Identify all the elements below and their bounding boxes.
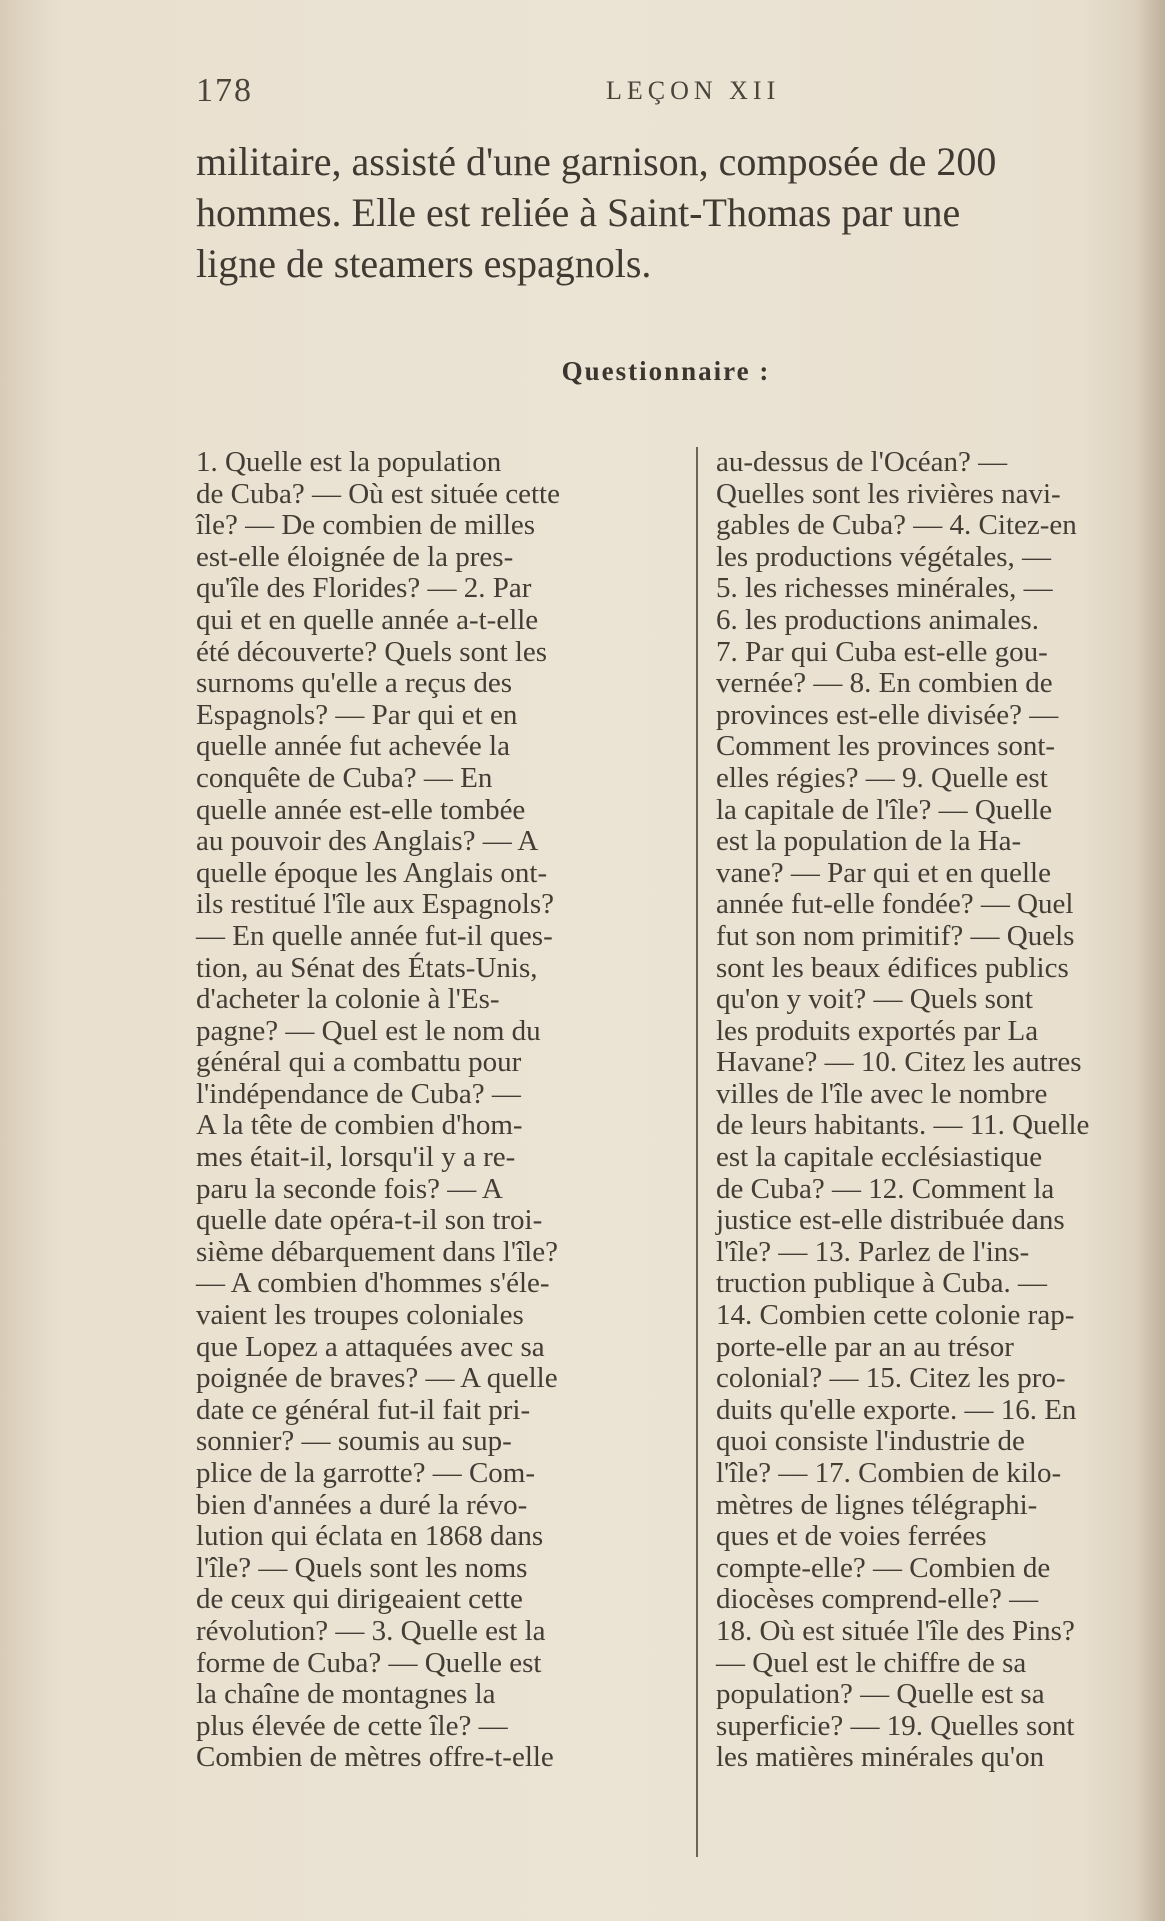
column-line: ques et de voies ferrées <box>716 1520 987 1553</box>
column-line: population? — Quelle est sa <box>716 1678 1045 1711</box>
column-line: — En quelle année fut-il ques- <box>196 919 553 952</box>
column-line: général qui a combattu pour <box>196 1046 522 1079</box>
page-number: 178 <box>196 72 253 109</box>
column-line: d'acheter la colonie à l'Es- <box>196 983 500 1016</box>
column-line: qu'île des Florides? — 2. Par <box>196 572 532 605</box>
column-line: porte-elle par an au trésor <box>716 1330 1014 1363</box>
column-line: duits qu'elle exporte. — 16. En <box>716 1393 1077 1426</box>
column-line: Havane? — 10. Citez les autres <box>716 1046 1082 1079</box>
column-line: vernée? — 8. En combien de <box>716 667 1053 700</box>
column-line: Combien de mètres offre-t-elle <box>196 1741 554 1774</box>
column-line: compte-elle? — Combien de <box>716 1551 1051 1584</box>
column-line: de Cuba? — Où est située cette <box>196 477 560 510</box>
page-edge-shadow <box>1137 0 1165 1921</box>
column-line: conquête de Cuba? — En <box>196 761 493 794</box>
column-line: mètres de lignes télégraphi- <box>716 1488 1038 1521</box>
column-line: révolution? — 3. Quelle est la <box>196 1614 546 1647</box>
column-line: de leurs habitants. — 11. Quelle <box>716 1109 1090 1142</box>
column-line: diocèses comprend-elle? — <box>716 1583 1039 1616</box>
column-line: qu'on y voit? — Quels sont <box>716 983 1033 1016</box>
column-line: sième débarquement dans l'île? <box>196 1235 558 1268</box>
column-line: sont les beaux édifices publics <box>716 951 1069 984</box>
column-line: paru la seconde fois? — A <box>196 1172 503 1205</box>
column-line: les produits exportés par La <box>716 1014 1039 1047</box>
column-line: au-dessus de l'Océan? — <box>716 446 1008 478</box>
column-line: ils restitué l'île aux Espagnols? <box>196 888 554 921</box>
column-line: Comment les provinces sont- <box>716 730 1056 763</box>
questionnaire-heading: Questionnaire : <box>561 356 771 386</box>
intro-line: hommes. Elle est reliée à Saint-Thomas par une <box>196 190 961 235</box>
column-line: la capitale de l'île? — Quelle <box>716 793 1053 826</box>
column-line: 18. Où est située l'île des Pins? <box>716 1614 1075 1647</box>
column-line: justice est-elle distribuée dans <box>716 1204 1065 1237</box>
column-line: forme de Cuba? — Quelle est <box>196 1646 542 1679</box>
column-line: de ceux qui dirigeaient cette <box>196 1583 523 1616</box>
column-line: truction publique à Cuba. — <box>716 1267 1048 1300</box>
column-line: 6. les productions animales. <box>716 603 1039 636</box>
column-line: sonnier? — soumis au sup- <box>196 1425 512 1458</box>
column-line: villes de l'île avec le nombre <box>716 1077 1048 1110</box>
column-line: bien d'années a duré la révo- <box>196 1488 528 1521</box>
column-line: quelle année est-elle tombée <box>196 793 526 826</box>
right-column <box>716 447 1156 1774</box>
column-divider <box>696 447 698 1857</box>
column-line: poignée de braves? — A quelle <box>196 1362 558 1395</box>
column-line: est la population de la Ha- <box>716 825 1022 858</box>
column-line: gables de Cuba? — 4. Citez-en <box>716 509 1077 542</box>
intro-paragraph <box>196 136 1156 289</box>
column-line: 1. Quelle est la population <box>196 446 502 478</box>
column-line: quelle époque les Anglais ont- <box>196 856 548 889</box>
column-line: superficie? — 19. Quelles sont <box>716 1709 1075 1742</box>
intro-line: militaire, assisté d'une garnison, composée de 200 <box>196 139 997 184</box>
column-line: l'île? — Quels sont les noms <box>196 1551 528 1584</box>
column-line: les matières minérales qu'on <box>716 1741 1045 1774</box>
column-line: plus élevée de cette île? — <box>196 1709 508 1742</box>
intro-line: ligne de steamers espagnols. <box>196 241 652 286</box>
column-line: tion, au Sénat des États-Unis, <box>196 951 538 984</box>
column-line: — Quel est le chiffre de sa <box>716 1646 1027 1679</box>
column-line: Quelles sont les rivières navi- <box>716 477 1061 510</box>
column-line: 5. les richesses minérales, — <box>716 572 1053 605</box>
column-line: plice de la garrotte? — Com- <box>196 1457 536 1489</box>
column-line: les productions végétales, — <box>716 540 1052 573</box>
column-line: vaient les troupes coloniales <box>196 1299 524 1332</box>
column-line: elles régies? — 9. Quelle est <box>716 761 1048 794</box>
column-line: 7. Par qui Cuba est-elle gou- <box>716 635 1048 668</box>
column-line: surnoms qu'elle a reçus des <box>196 667 513 700</box>
column-line: l'île? — 17. Combien de kilo- <box>716 1457 1062 1489</box>
column-line: date ce général fut-il fait pri- <box>196 1393 531 1426</box>
column-line: mes était-il, lorsqu'il y a re- <box>196 1141 516 1174</box>
column-line: lution qui éclata en 1868 dans <box>196 1520 544 1553</box>
column-line: l'île? — 13. Parlez de l'ins- <box>716 1235 1030 1268</box>
column-line: quelle année fut achevée la <box>196 730 510 763</box>
column-line: été découverte? Quels sont les <box>196 635 548 668</box>
column-line: — A combien d'hommes s'éle- <box>196 1267 550 1300</box>
column-line: quelle date opéra-t-il son troi- <box>196 1204 543 1237</box>
column-line: provinces est-elle divisée? — <box>716 698 1059 731</box>
column-line: que Lopez a attaquées avec sa <box>196 1330 545 1363</box>
column-line: pagne? — Quel est le nom du <box>196 1014 541 1047</box>
column-line: quoi consiste l'industrie de <box>716 1425 1025 1458</box>
column-line: vane? — Par qui et en quelle <box>716 856 1051 889</box>
column-line: au pouvoir des Anglais? — A <box>196 825 539 858</box>
column-line: colonial? — 15. Citez les pro- <box>716 1362 1066 1395</box>
column-line: l'indépendance de Cuba? — <box>196 1077 521 1110</box>
left-column <box>196 447 676 1774</box>
column-line: est la capitale ecclésiastique <box>716 1141 1043 1174</box>
column-line: est-elle éloignée de la pres- <box>196 540 514 573</box>
column-line: année fut-elle fondée? — Quel <box>716 888 1074 921</box>
column-line: qui et en quelle année a-t-elle <box>196 603 539 636</box>
column-line: île? — De combien de milles <box>196 509 536 542</box>
column-line: 14. Combien cette colonie rap- <box>716 1299 1075 1332</box>
chapter-title: LEÇON XII <box>606 76 781 105</box>
page-header <box>196 72 1136 122</box>
column-line: fut son nom primitif? — Quels <box>716 919 1075 952</box>
column-line: A la tête de combien d'hom- <box>196 1109 523 1142</box>
column-line: Espagnols? — Par qui et en <box>196 698 518 731</box>
column-line: la chaîne de montagnes la <box>196 1678 496 1711</box>
column-line: de Cuba? — 12. Comment la <box>716 1172 1055 1205</box>
